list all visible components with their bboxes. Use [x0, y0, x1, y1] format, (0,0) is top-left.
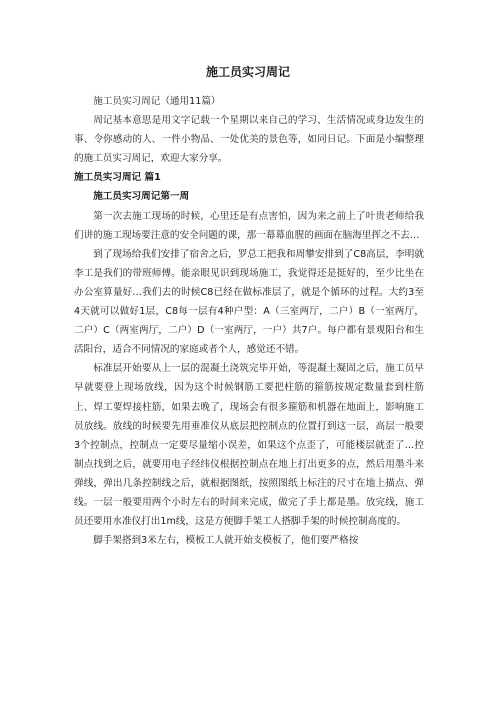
document-title: 施工员实习周记 — [205, 65, 290, 79]
week-heading: 施工员实习周记第一周 — [93, 191, 190, 203]
body-paragraph: 到了现场给我们安排了宿舍之后，罗总工把我和周攀安排到了C8高层，李明就李工是我们的带班师傅。能亲眼见识到现场施工，我觉得还是挺好的，至少比坐在办公室算量好…我们去的时候C8已经在做标准层了，就是个循环的过程。大约3至4天就可以做好1层，C8每一层有4种户型：A（三室两厅，二户）B（一室两厅，二户）C（两室两厅，二户）D（一室两厅，一户）共7户。每户都有景观阳台和生活阳台，适合不同情况的家庭或者个人，感觉还不错。 — [74, 248, 424, 356]
body-paragraph: 脚手架搭到3米左右，模板工人就开始支模板了，他们要严格按 — [93, 535, 359, 547]
body-paragraph: 标准层开始要从上一层的混凝土浇筑完毕开始，等混凝土凝固之后，施工员早早就要登上现场放线，因为这个时候钢筋工要把柱筋的箍筋按规定数量套到柱筋上、焊工要焊接柱筋，如果去晚了，现场会有很多箍筋和机器在地面上，影响施工员放线。放线的时候要先用垂准仪从底层把控制点的位置打到这一层，高层一般要3个控制点，控制点一定要尽量缩小误差，如果这个点歪了，可能楼层就歪了…控制点找到之后，就要用电子经纬仪根据控制点在地上打出更多的点，然后用墨斗来弹线，弹出几条控制线之后，就根据图纸，按照图纸上标注的尺寸在地上描点、弹线。一层一般要用两个小时左右的时间来完成，做完了手上都是墨。放完线，施工员还要用水准仪打出1m线，这是方便脚手架工人搭脚手架的时候控制高度的。 — [74, 363, 424, 528]
intro-paragraph: 周记基本意思是用文字记载一个星期以来自己的学习、生活情况或身边发生的事、令你感动的人、一件小物品、一处优美的景色等，如同日记。下面是小编整理的施工员实习周记，欢迎大家分享。 — [74, 115, 424, 165]
body-paragraph: 第一次去施工现场的时候，心里还是有点害怕，因为来之前上了叶贵老师给我们讲的施工现场要注意的安全问题的课，那一幕幕血腥的画面在脑海里挥之不去… — [74, 210, 424, 241]
doc-subtitle: 施工员实习周记（通用11篇） — [93, 96, 221, 107]
section-heading: 施工员实习周记 篇1 — [74, 172, 161, 184]
document-body — [74, 92, 424, 550]
